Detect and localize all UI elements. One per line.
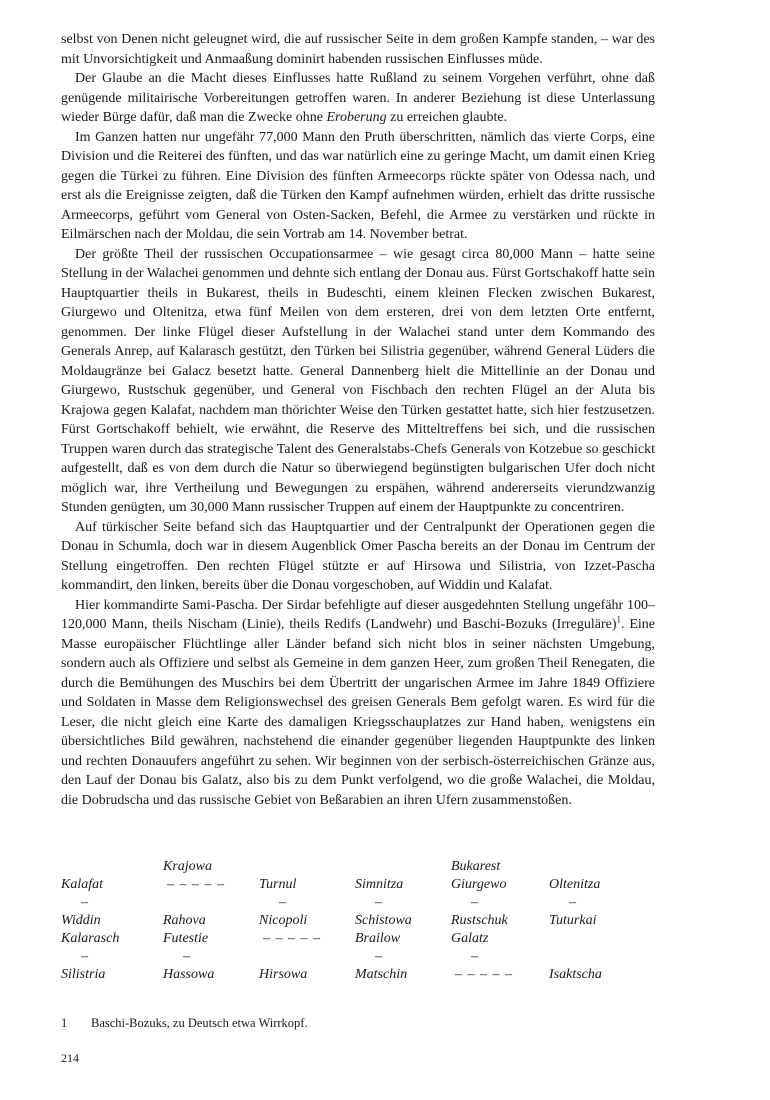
route-cell [259,858,355,876]
danube-route-table [61,858,649,984]
route-cell: Krajowa [163,859,213,874]
route-cell: – [471,949,478,964]
route-cell: Nicopoli [259,913,308,928]
route-row [61,894,649,912]
route-cell [549,858,649,876]
route-cell: Rustschuk [451,913,508,928]
route-row [61,948,649,966]
route-cell: Oltenitza [549,877,601,892]
route-cell: Giurgewo [451,877,507,892]
footnote [61,1016,308,1031]
paragraph: Der größte Theil der russischen Occupationsarmee – wie gesagt circa 80,000 Mann – hatte seine Stellung in der Walachei genommen und dehnte sich entlang der Donau aus. Fürst Gortschakoff hatte sein Hauptquartier theils in Bukarest, theils in Budeschti, einem kleinen Flecken zwischen Bukarest, Giurgewo und Oltenitza, etwa fünf Meilen von dem ersteren, drei von dem letzten Orte entfernt, genommen. Der linke Flügel dieser Aufstellung in der Walachei stand unter dem Kommando des Generals Anrep, auf Kalarasch gestützt, den Türken bei Silistria gegenüber, während General Lüders die Moldaugränze bei Galacz besetzt hatte. General Dannenberg hielt die Mittellinie an der Donau und Giurgewo, Rustschuk gegenüber, und General von Fischbach den rechten Flügel an der Aluta bis Krajowa gegen Kalafat, nachdem man thörichter Weise den Türken gestattet hatte, sich hier festzusetzen. Fürst Gortschakoff behielt, wie erwähnt, die Reserve des Mitteltreffens bei sich, und die russischen Truppen waren durch das strategische Talent des Generalstabs-Chefs Generals von Kotzebue so geschickt aufgestellt, daß es von dem durch die Natur so überwiegend begünstigten bulgarischen Ufer doch nicht möglich war, ihre Vertheilung und Bewegungen zu erspähen, während andererseits vierundzwanzig Stunden genügten, um 30,000 Mann russischer Truppen auf einem der Hauptpunkte zu concentriren. [61,246,655,515]
route-cell: – [183,949,190,964]
route-row [61,912,649,930]
paragraph: Auf türkischer Seite befand sich das Hauptquartier und der Centralpunkt der Operationen gegen die Donau in Schumla, doch war in diesem Augenblick Omer Pascha bereits an der Donau im Centrum der Stellung eingetroffen. Den rechten Flügel stützte er auf Hirsowa und Silistria, von Izzet-Pascha kommandirt, den linken, bereits über die Donau vorgeschoben, auf Widdin und Kalafat. [61,519,655,593]
route-cell: Hirsowa [259,967,308,982]
route-row [61,966,649,984]
paragraph: Im Ganzen hatten nur ungefähr 77,000 Mann den Pruth überschritten, nämlich das vierte Corps, eine Division und die Reiterei des fünften, und das war natürlich eine zu geringe Macht, um damit einen Krieg gegen die Türkei zu führen. Eine Division des fünften Armeecorps rückte später von Odessa nach, und erst als die Ereignisse zeigten, daß die Türken den Kampf aufnehmen würden, erhielt das dritte russische Armeecorps, geführt vom General von Osten-Sacken, Befehl, die Armee zu verstärken und rückte in Eilmärschen nach der Moldau, die sein Vortrab am 14. November betrat. [61,129,655,242]
route-cell: Galatz [451,931,489,946]
route-cell: Turnul [259,877,297,892]
body-text [61,30,655,810]
paragraph: Der Glaube an die Macht dieses Einflusses hatte Rußland zu seinem Vorgehen verführt, ohne daß genügende militairische Vorbereitungen getroffen waren. In anderer Beziehung ist diese Unterlassung wieder Bürge dafür, daß man die Zwecke ohne Eroberung zu erreichen glaubte. [61,71,655,125]
route-cell: Brailow [355,931,401,946]
route-cell [61,858,163,876]
route-cell [549,948,649,966]
route-row [61,858,649,876]
footnote-reference: 1 [616,614,622,625]
route-cell: Silistria [61,967,106,982]
route-cell: – [81,949,88,964]
route-cell: Widdin [61,913,101,928]
footnote-number: 1 [61,1016,68,1030]
route-cell: Isaktscha [549,967,602,982]
route-cell: Simnitza [355,877,404,892]
route-cell: – [375,949,382,964]
route-cell: – – – – – [167,877,225,892]
route-cell: – [81,895,88,910]
route-cell [355,858,451,876]
route-cell: Schistowa [355,913,412,928]
route-cell: Kalarasch [61,931,120,946]
paragraph: Hier kommandirte Sami-Pascha. Der Sirdar befehligte auf dieser ausgedehnten Stellung ungefähr 100–120,000 Mann, theils Nischam (Linie), theils Redifs (Landwehr) und Baschi-Bozuks (Irreguläre)$^1$. Eine Masse europäischer Flüchtlinge aller Länder befand sich nicht blos in seiner nächsten Umgebung, sondern auch als Offiziere und selbst als Gemeine in dem ganzen Heer, zum großen Theil Renegaten, die durch die Bemühungen des Muschirs bei dem Übertritt der ungarischen Armee im Jahre 1849 Offiziere und Soldaten in Masse dem Religionswechsel des greisen Generals Bem gefolgt waren. Es wird für die Leser, die nicht gleich eine Karte des damaligen Kriegsschauplatzes zur Hand haben, wenigstens ein übersichtliches Bild gewähren, nachstehend die einander gegenüber liegenden Hauptpunkte des linken und rechten Donauufers angeführt zu sehen. Wir beginnen von der serbisch-österreichischen Gränze aus, den Lauf der Donau bis Galatz, also bis zu dem Punkt verfolgend, wo die große Walachei, die Moldau, die Dobrudscha und das russische Gebiet von Beßarabien an ihren Ufern zusammenstoßen. [61,597,656,808]
route-cell: – [471,895,478,910]
route-cell [549,930,649,948]
route-cell: – [375,895,382,910]
route-cell: Tuturkai [549,913,597,928]
page-number: 214 [61,1051,79,1065]
route-row [61,876,649,894]
route-cell: Bukarest [451,859,501,874]
paragraph: selbst von Denen nicht geleugnet wird, die auf russischer Seite in dem großen Kampfe standen, – war des mit Unvorsichtigkeit und Anmaaßung dominirt habenden russischen Einflusses müde. [61,32,655,67]
route-cell: – – – – – [455,967,513,982]
route-cell: Futestie [163,931,209,946]
route-cell [163,894,259,912]
route-cell: Matschin [355,967,408,982]
footnote-text: Baschi-Bozuks, zu Deutsch etwa Wirrkopf. [91,1016,308,1030]
route-cell: Rahova [163,913,206,928]
route-cell: – – – – – [263,931,321,946]
route-cell: Hassowa [163,967,215,982]
route-cell [259,948,355,966]
route-cell: – [569,895,576,910]
route-cell: – [279,895,286,910]
route-row [61,930,649,948]
route-cell: Kalafat [61,877,104,892]
